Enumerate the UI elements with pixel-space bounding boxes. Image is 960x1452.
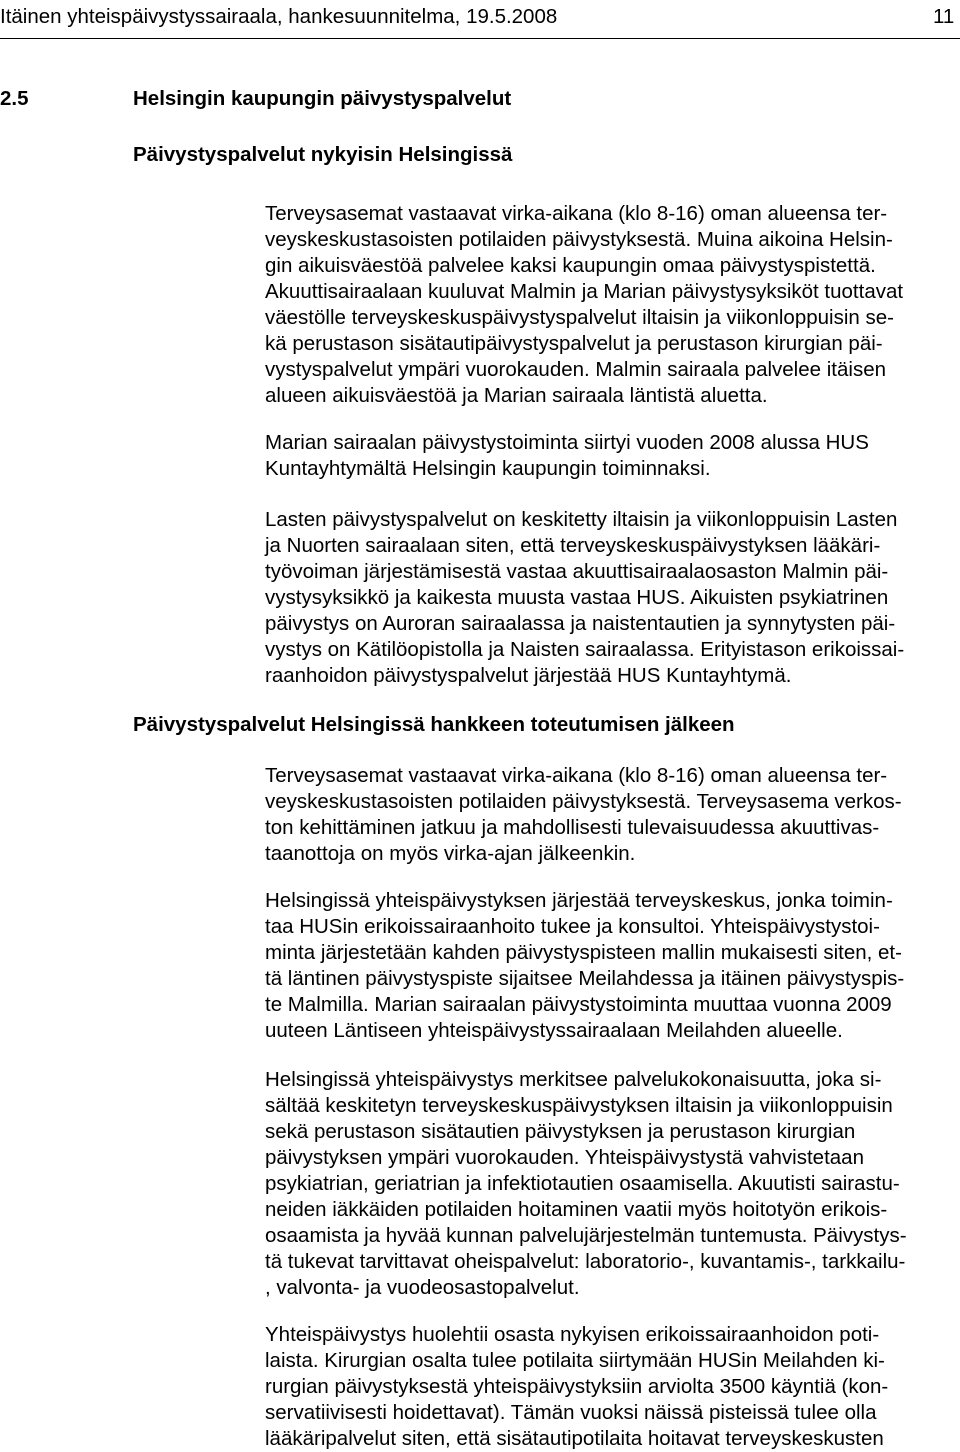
subheading-current-services: Päivystyspalvelut nykyisin Helsingissä [133,143,513,166]
text-line: veyskeskustasoisten potilaiden päivystyksestä. Terveysasema verkos- [265,790,902,813]
page-number: 11 [933,5,955,28]
text-line: taa HUSin erikoissairaanhoito tukee ja konsultoi. Yhteispäivystystoi- [265,915,880,938]
text-line: rurgian päivystyksestä yhteispäivystyksiin arviolta 3500 käyntiä (kon- [265,1375,889,1398]
text-line: taanottoja on myös virka-ajan jälkeenkin. [265,842,636,865]
text-line: väestölle terveyskeskuspäivystyspalvelut iltaisin ja viikonloppuisin se- [265,306,894,329]
section-number: 2.5 [0,87,29,110]
text-line: neiden iäkkäiden potilaiden hoitaminen vaatii myös hoitotyön erikois- [265,1198,888,1221]
text-line: vystysyksikkö ja kaikesta muusta vastaa HUS. Aikuisten psykiatrinen [265,586,889,609]
text-line: Kuntayhtymältä Helsingin kaupungin toiminnaksi. [265,457,711,480]
text-line: Helsingissä yhteispäivystys merkitsee palvelukokonaisuutta, joka si- [265,1068,882,1091]
text-line: Yhteispäivystys huolehtii osasta nykyisen erikoissairaanhoidon poti- [265,1323,880,1346]
paragraph-children-services [265,507,955,689]
text-line: Akuuttisairaalaan kuuluvat Malmin ja Marian päivystysyksiköt tuottavat [265,280,904,303]
text-line: vystyspalvelut ympäri vuorokauden. Malmin sairaala palvelee itäisen [265,358,886,381]
text-line: uuteen Läntiseen yhteispäivystyssairaalaan Meilahden alueelle. [265,1019,843,1042]
text-line: laista. Kirurgian osalta tulee potilaita siirtymään HUSin Meilahden ki- [265,1349,885,1372]
paragraph-current-health-stations [265,201,955,409]
paragraph-specialist-care [265,1322,955,1452]
paragraph-future-health-stations [265,763,955,867]
text-line: alueen aikuisväestöä ja Marian sairaala läntistä aluetta. [265,384,768,407]
text-line: ton kehittäminen jatkuu ja mahdollisesti tulevaisuudessa akuuttivas- [265,816,880,839]
text-line: Lasten päivystyspalvelut on keskitetty iltaisin ja viikonloppuisin Lasten [265,508,898,531]
text-line: Terveysasemat vastaavat virka-aikana (klo 8-16) oman alueensa ter- [265,202,888,225]
text-line: kä perustason sisätautipäivystyspalvelut ja perustason kirurgian päi- [265,332,883,355]
text-line: tä läntinen päivystyspiste sijaitsee Meilahdessa ja itäinen päivystyspis- [265,967,905,990]
text-line: Helsingissä yhteispäivystyksen järjestää terveyskeskus, jonka toimin- [265,889,893,912]
text-line: minta järjestetään kahden päivystyspisteen mallin mukaisesti siten, et- [265,941,902,964]
section-title: Helsingin kaupungin päivystyspalvelut [133,87,512,110]
paragraph-marian-transfer [265,430,955,482]
text-line: Marian sairaalan päivystystoiminta siirtyi vuoden 2008 alussa HUS [265,431,869,454]
text-line: päivystys on Auroran sairaalassa ja naistentautien ja synnytysten päi- [265,612,896,635]
header-divider [0,38,960,39]
text-line: lääkäripalvelut siten, että sisätautipotilaita hoitavat terveyskeskusten [265,1427,884,1450]
text-line: , valvonta- ja vuodeosastopalvelut. [265,1276,580,1299]
running-header-title: Itäinen yhteispäivystyssairaala, hankesuunnitelma, 19.5.2008 [0,5,558,28]
text-line: sekä perustason sisätautien päivystyksen ja perustason kirurgian [265,1120,856,1143]
text-line: raanhoidon päivystyspalvelut järjestää HUS Kuntayhtymä. [265,664,792,687]
text-line: työvoiman järjestämisestä vastaa akuuttisairaalaosaston Malmin päi- [265,560,889,583]
text-line: te Malmilla. Marian sairaalan päivystystoiminta muuttaa vuonna 2009 [265,993,892,1016]
text-line: päivystyksen ympäri vuorokauden. Yhteispäivystystä vahvistetaan [265,1146,864,1169]
text-line: tä tukevat tarvittavat oheispalvelut: laboratorio-, kuvantamis-, tarkkailu- [265,1250,906,1273]
text-line: Terveysasemat vastaavat virka-aikana (klo 8-16) oman alueensa ter- [265,764,888,787]
subheading-after-project: Päivystyspalvelut Helsingissä hankkeen toteutumisen jälkeen [133,713,735,736]
section-heading [0,86,511,112]
text-line: veyskeskustasoisten potilaiden päivystyksestä. Muina aikoina Helsin- [265,228,893,251]
paragraph-joint-emergency-content [265,1067,955,1301]
text-line: osaamista ja hyvää kunnan palvelujärjestelmän tuntemusta. Päivystys- [265,1224,907,1247]
text-line: ja Nuorten sairaalaan siten, että terveyskeskuspäivystyksen lääkäri- [265,534,881,557]
paragraph-joint-emergency-organisation [265,888,955,1044]
text-line: gin aikuisväestöä palvelee kaksi kaupungin omaa päivystyspistettä. [265,254,876,277]
text-line: sältää keskitetyn terveyskeskuspäivystyksen iltaisin ja viikonloppuisin [265,1094,893,1117]
text-line: psykiatrian, geriatrian ja infektiotautien osaamisella. Akuutisti sairastu- [265,1172,900,1195]
text-line: vystys on Kätilöopistolla ja Naisten sairaalassa. Erityistason erikoissai- [265,638,905,661]
text-line: servatiivisesti hoidettavat). Tämän vuoksi näissä pisteissä tulee olla [265,1401,877,1424]
